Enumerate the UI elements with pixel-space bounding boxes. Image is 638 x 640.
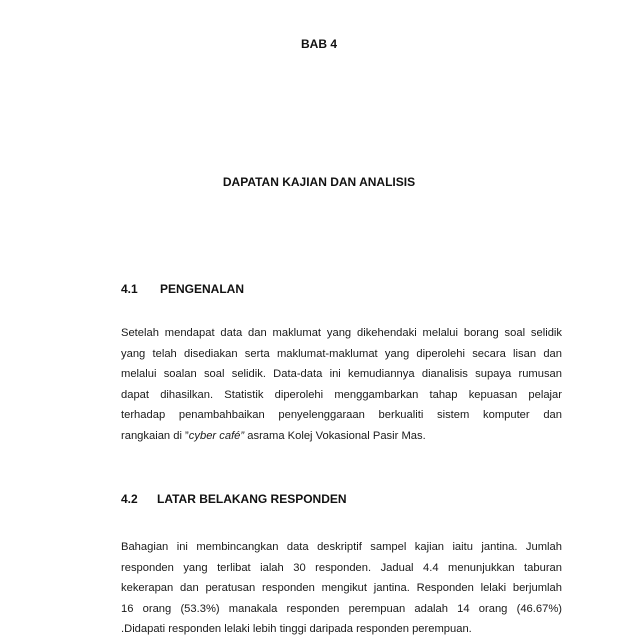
paragraph-line: Bahagian ini membincangkan data deskriptif sampel kajian iaitu jantina. Jumlah bbox=[121, 541, 562, 553]
section-title: LATAR BELAKANG RESPONDEN bbox=[157, 492, 347, 506]
italic-term: cyber café” bbox=[188, 429, 245, 442]
paragraph-line: melalui soalan soal selidik. Data-data ini kemudiannya dianalisis supaya rumusan bbox=[121, 368, 562, 380]
paragraph-line: Setelah mendapat data dan maklumat yang dikehendaki melalui borang soal selidik bbox=[121, 327, 562, 339]
section-heading-4-1 bbox=[121, 282, 245, 296]
paragraph-line: yang telah disediakan serta maklumat-maklumat yang diperolehi secara lisan dan bbox=[121, 347, 562, 360]
paragraph-line: terhadap penambahbaikan penyelenggaraan berkualiti sistem komputer dan bbox=[121, 409, 562, 421]
paragraph-line: responden yang terlibat ialah 30 responden. Jadual 4.4 menunjukkan taburan bbox=[121, 561, 562, 574]
section-paragraph-4-1 bbox=[121, 323, 562, 446]
paragraph-line: dapat dihasilkan. Statistik diperolehi menggambarkan tahap kepuasan pelajar bbox=[121, 388, 562, 401]
paragraph-line: kekerapan dan peratusan responden mengikut jantina. Responden lelaki berjumlah bbox=[121, 582, 562, 594]
section-heading-4-2 bbox=[121, 492, 347, 506]
paragraph-text: rangkaian di ” bbox=[121, 429, 189, 442]
paragraph-line bbox=[121, 426, 562, 447]
chapter-title: DAPATAN KAJIAN DAN ANALISIS bbox=[222, 175, 416, 189]
section-title: PENGENALAN bbox=[160, 282, 245, 296]
paragraph-text: asrama Kolej Vokasional Pasir Mas. bbox=[244, 429, 426, 442]
paragraph-line: 16 orang (53.3%) manakala responden perempuan adalah 14 orang (46.67%) bbox=[121, 602, 562, 615]
section-number: 4.1 bbox=[121, 282, 138, 296]
paragraph-line: .Didapati responden lelaki lebih tinggi daripada responden perempuan. bbox=[121, 623, 472, 635]
section-paragraph-4-2 bbox=[121, 537, 562, 640]
section-number: 4.2 bbox=[121, 492, 138, 506]
chapter-label: BAB 4 bbox=[300, 37, 337, 51]
